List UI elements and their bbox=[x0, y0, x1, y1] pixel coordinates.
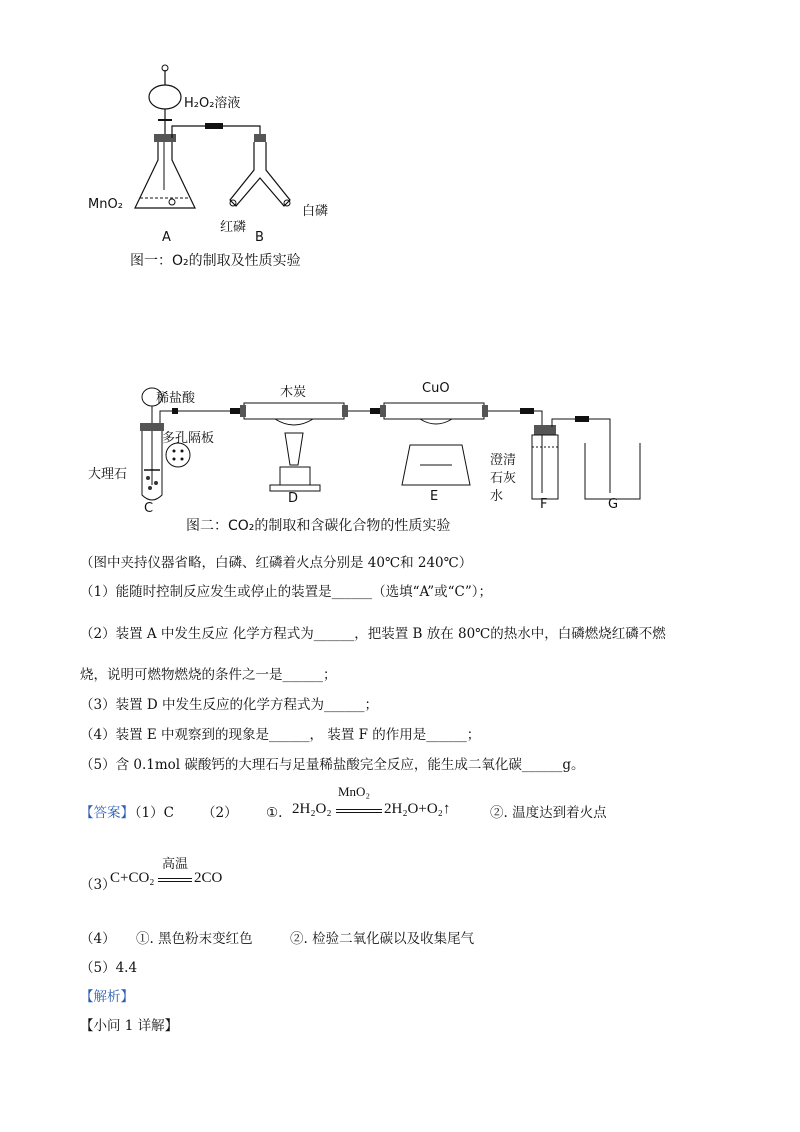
answer-2-equation-condition: MnO₂ bbox=[338, 784, 370, 799]
label-b: B bbox=[255, 230, 264, 245]
analysis-subquestion-1: 【小问 1 详解】 bbox=[80, 1018, 179, 1034]
question-4: （4）装置 E 中观察到的现象是______， 装置 F 的作用是______； bbox=[80, 727, 481, 743]
answer-3-equals-sign bbox=[158, 878, 192, 882]
label-g: G bbox=[608, 497, 619, 512]
answer-2-part-2: ②. 温度达到着火点 bbox=[490, 805, 607, 821]
label-hcl: 稀盐酸 bbox=[156, 391, 196, 406]
answer-2-equation-left: 2H₂O₂ bbox=[292, 801, 332, 817]
answer-2-equation-right: 2H₂O+O₂↑ bbox=[384, 801, 451, 817]
question-3: （3）装置 D 中发生反应的化学方程式为______； bbox=[80, 697, 378, 713]
answer-5: （5）4.4 bbox=[80, 960, 138, 976]
label-h2o2: H₂O₂溶液 bbox=[184, 96, 241, 111]
label-f: F bbox=[540, 497, 548, 512]
answer-label: 【答案】 bbox=[80, 805, 134, 821]
answer-3-equation-condition: 高温 bbox=[162, 856, 189, 871]
answer-2-prefix: （2） bbox=[202, 805, 238, 821]
question-2-line-2: 烧，说明可燃物燃烧的条件之一是______； bbox=[80, 667, 337, 683]
label-mno2: MnO₂ bbox=[88, 197, 123, 212]
answer-4-part-2: ②. 检验二氧化碳以及收集尾气 bbox=[290, 931, 475, 947]
figure-1 bbox=[80, 50, 380, 280]
label-charcoal: 木炭 bbox=[280, 385, 307, 400]
answer-1: （1）C bbox=[128, 805, 174, 821]
question-5: （5）含 0.1mol 碳酸钙的大理石与足量稀盐酸完全反应，能生成二氧化碳______g。 bbox=[80, 757, 585, 773]
label-e: E bbox=[430, 489, 439, 504]
answer-2-equals-sign bbox=[336, 809, 382, 813]
label-limewater-2: 石灰 bbox=[490, 471, 517, 486]
figure-2 bbox=[80, 375, 660, 535]
question-2-line-1: （2）装置 A 中发生反应 化学方程式为______，把装置 B 放在 80℃的热水中，白磷燃烧红磷不燃 bbox=[80, 626, 666, 642]
label-porous-plate: 多孔隔板 bbox=[162, 431, 215, 446]
question-1: （1）能随时控制反应发生或停止的装置是______（选填“A”或“C”）； bbox=[80, 584, 493, 600]
answer-3-prefix: （3） bbox=[80, 877, 116, 893]
label-limewater-3: 水 bbox=[490, 489, 504, 504]
figure-1-caption: 图一：O₂的制取及性质实验 bbox=[130, 253, 301, 269]
label-red-phosphorus: 红磷 bbox=[220, 220, 247, 235]
question-note: （图中夹持仪器省略，白磷、红磷着火点分别是 40℃和 240℃） bbox=[80, 555, 473, 571]
answer-2-part-1-number: ①. bbox=[266, 805, 283, 821]
label-cuo: CuO bbox=[422, 381, 450, 396]
figure-2-caption: 图二：CO₂的制取和含碳化合物的性质实验 bbox=[186, 518, 451, 534]
label-a: A bbox=[162, 230, 171, 245]
answer-3-equation-right: 2CO bbox=[194, 870, 223, 886]
label-white-phosphorus: 白磷 bbox=[302, 204, 329, 219]
analysis-label: 【解析】 bbox=[80, 989, 134, 1005]
label-c: C bbox=[144, 501, 154, 516]
answer-4-prefix: （4） bbox=[80, 931, 116, 947]
answer-4-part-1: ①. 黑色粉末变红色 bbox=[136, 931, 253, 947]
label-limewater-1: 澄清 bbox=[490, 453, 517, 468]
answer-3-equation-left: C+CO₂ bbox=[110, 870, 155, 886]
label-d: D bbox=[288, 491, 299, 506]
label-marble: 大理石 bbox=[88, 467, 128, 482]
